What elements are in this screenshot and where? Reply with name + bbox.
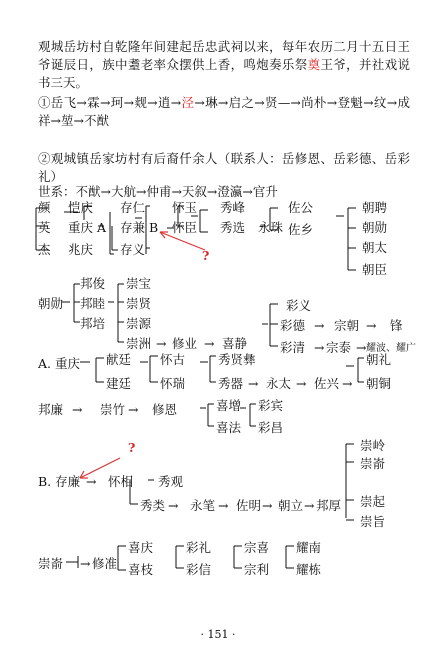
tree-node: 崇贤 — [126, 296, 152, 311]
tree-node: 朝勋 — [362, 220, 388, 235]
tree-node: 恺庆 — [68, 200, 94, 215]
tree-node: 佐乡 — [288, 222, 314, 237]
tree-node: 喜静 — [222, 336, 248, 351]
tree-node: 修恩 — [152, 402, 178, 417]
tree-node: 朝礼 — [366, 352, 392, 367]
tree-node: 怀古 — [160, 352, 186, 367]
tree-node: 怀臣 — [172, 220, 198, 235]
tree-node: 彩宾 — [258, 398, 284, 413]
tree-node: 佐兴 — [314, 376, 340, 391]
tree-node: 彩昌 — [258, 420, 284, 435]
tree-node: 朝立 — [278, 498, 304, 513]
tree-node: 朝聘 — [362, 200, 388, 215]
lineage-line-2: ②观城镇岳家坊村有后裔仟余人（联系人：岳修恩、岳彩德、岳彩礼） — [38, 151, 410, 184]
tree-node: 崇嵛 — [38, 556, 64, 571]
tree-node: 秀类 — [140, 498, 166, 513]
tree-node: 杰 — [38, 242, 51, 257]
intro-paragraph: 观城岳坊村自乾隆年间建起岳忠武祠以来，每年农历二月十五日王爷诞辰日，族中耋老率众摆供上香，鸣炮奏乐祭奠王爷，并社戏说书三天。 — [38, 39, 410, 90]
tree-node: 崇源 — [126, 316, 152, 331]
tree-node: 宗喜 — [244, 540, 270, 555]
tree-node: 邦培 — [80, 316, 106, 331]
tree-node: 邦睦 — [80, 296, 106, 311]
question-mark-annotation: ? — [202, 248, 210, 263]
tree-node: 秀器 — [218, 376, 244, 391]
tree-node: 佐公 — [288, 200, 314, 215]
tree-node: 耀栋 — [296, 562, 322, 577]
tree-node: 佐明 — [236, 498, 262, 513]
tree-node: B. 存廉 — [38, 474, 81, 489]
tree-node: 彩礼 — [186, 540, 212, 555]
tree-node: 崇宝 — [126, 276, 152, 291]
tree-node: 永珠 — [258, 220, 284, 235]
lineage-line-1: ①岳飞→霖→珂→觌→逍→泾→琳→启之→贤—→尚朴→登魁→纹→成祥→堃→不猷 — [38, 95, 410, 128]
tree-node: 宗利 — [244, 562, 270, 577]
tree-node: 喜法 — [216, 420, 242, 435]
tree-node: 英 — [38, 220, 51, 235]
tree-node: 宗泰 — [326, 340, 352, 355]
tree-node: 朝臣 — [362, 262, 388, 277]
tree-node: 宗朝 — [334, 318, 360, 333]
tree-node: 喜增 — [216, 398, 242, 413]
tree-node: 秀贤彝 — [218, 352, 256, 367]
tree-node: 喜庆 — [128, 540, 154, 555]
tree-node: 彩信 — [186, 562, 212, 577]
tree-node: 崇旨 — [360, 514, 386, 529]
tree-node: 存仁 — [120, 200, 146, 215]
highlight-char: 泾 — [181, 95, 195, 110]
tree-node: 彩德 — [280, 318, 306, 333]
tree-node: 耀南 — [296, 540, 322, 555]
tree-node: 锋 — [390, 318, 403, 333]
tree-node: 秀观 — [158, 474, 184, 489]
tree-node: 怀瑞 — [160, 376, 186, 391]
tree-node: 邦厚 — [316, 498, 342, 513]
tree-node: 崇竹 — [100, 402, 126, 417]
tree-node: 颜 — [38, 200, 51, 215]
highlight-char: 奠 — [307, 57, 321, 72]
tree-node: 朝太 — [362, 240, 388, 255]
tree-node: 崇岭 — [360, 438, 386, 453]
tree-node: 献廷 — [106, 352, 132, 367]
tree-node: 崇起 — [360, 494, 386, 509]
tree-node: 兆庆 — [68, 242, 94, 257]
tree-node: 修准 — [92, 556, 118, 571]
tree-node: 重庆 A — [68, 220, 107, 235]
tree-node: 邦廉 — [38, 402, 64, 417]
tree-node: 崇嵛 — [360, 456, 386, 471]
tree-node: 修业 — [172, 336, 198, 351]
tree-node: 崇洲 — [126, 336, 152, 351]
tree-node: A. 重庆 — [38, 356, 80, 371]
tree-node: 耀波、耀广 — [366, 343, 416, 354]
tree-node: 秀峰 — [220, 200, 246, 215]
tree-node: 怀玉 — [172, 200, 198, 215]
tree-node: 邦俊 — [80, 276, 106, 291]
tree-node: 存义 — [120, 242, 146, 257]
tree-node: 永太 — [266, 376, 292, 391]
tree-node: 彩义 — [286, 298, 312, 313]
tree-node: 存兼 B — [120, 220, 159, 235]
page-number: · 151 · — [200, 628, 236, 641]
tree-node: 建廷 — [106, 376, 132, 391]
tree-node: 朝铜 — [366, 376, 392, 391]
lineage-line-3: 世系：不猷→大航→仲甫→天叙→澄瀛→官升 — [38, 184, 278, 199]
tree-node: 彩清 — [280, 340, 306, 355]
question-mark-annotation: ? — [128, 440, 136, 455]
tree-node: 朝勋 — [38, 296, 64, 311]
tree-node: 秀选 — [220, 220, 246, 235]
tree-node: 喜枝 — [128, 562, 154, 577]
tree-node: 永笔 — [190, 498, 216, 513]
tree-node: 怀相 — [108, 474, 134, 489]
